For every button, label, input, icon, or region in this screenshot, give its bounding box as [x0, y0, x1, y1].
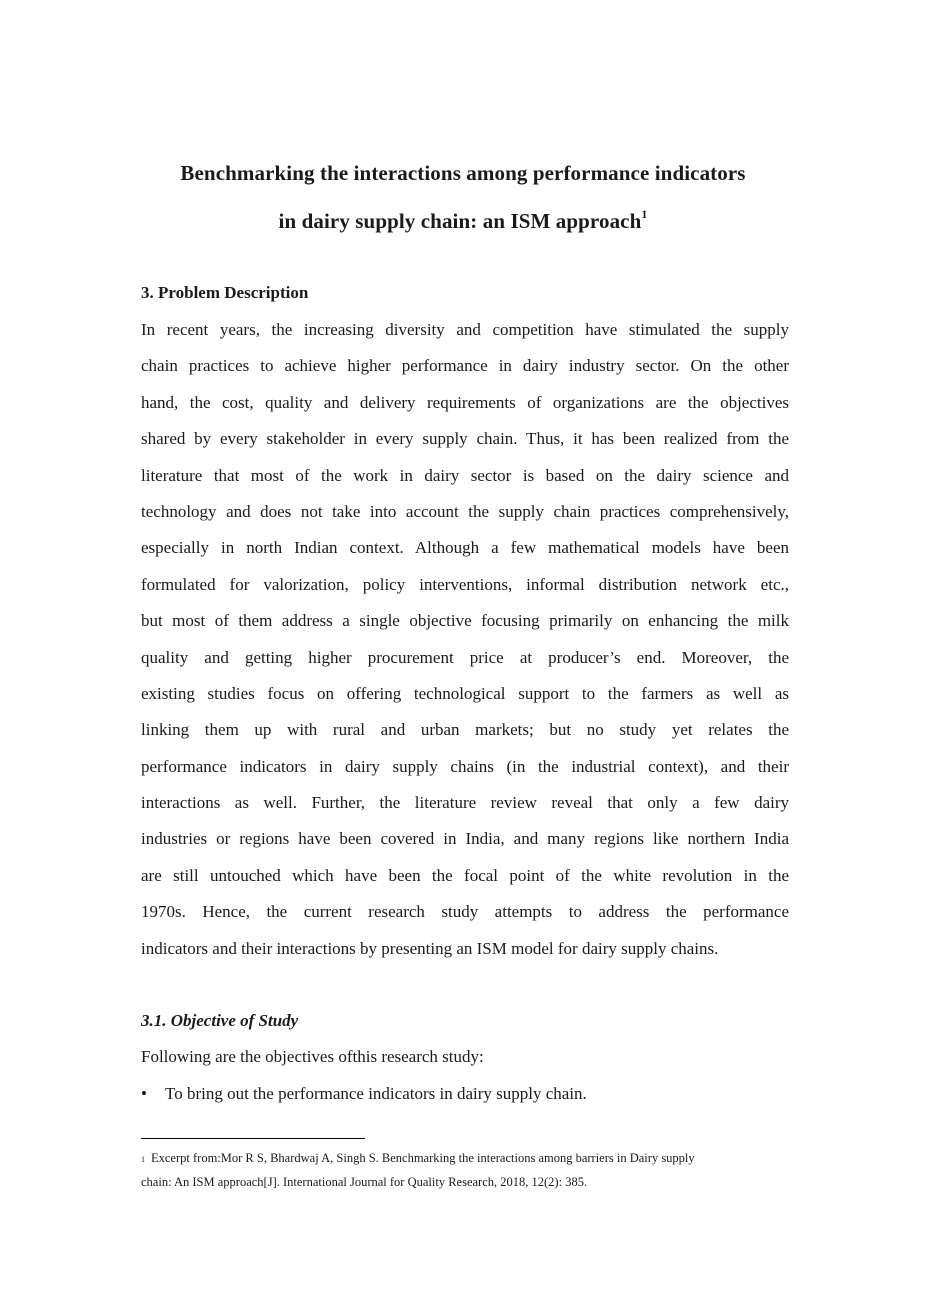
- footnote-line-2: chain: An ISM approach[J]. International Journal for Quality Research, 2018, 12(2): 385.: [141, 1175, 588, 1189]
- objectives-intro: Following are the objectives ofthis research study:: [141, 1047, 484, 1066]
- paragraph-line: linking them up with rural and urban markets; but no study yet relates the: [141, 720, 789, 740]
- objective-text: To bring out the performance indicators in dairy supply chain.: [165, 1084, 587, 1103]
- title-text-1: Benchmarking the interactions among performance indicators: [180, 161, 746, 185]
- paragraph-line: interactions as well. Further, the literature review reveal that only a few dairy: [141, 793, 789, 813]
- subsection-heading: 3.1. Objective of Study: [141, 1011, 299, 1030]
- footnote-separator: [141, 1138, 365, 1139]
- paragraph-line: industries or regions have been covered in India, and many regions like northern India: [141, 829, 789, 849]
- paragraph-line: chain practices to achieve higher performance in dairy industry sector. On the other: [141, 356, 789, 376]
- paragraph-line: existing studies focus on offering technological support to the farmers as well as: [141, 683, 789, 703]
- paragraph-line: indicators and their interactions by presenting an ISM model for dairy supply chains.: [141, 938, 719, 958]
- title-line-1: [0, 161, 926, 186]
- footnote-mark: 1: [141, 1155, 145, 1164]
- title-line-2: [0, 209, 926, 234]
- paragraph-line: are still untouched which have been the focal point of the white revolution in the: [141, 865, 789, 885]
- footnote: [141, 1146, 801, 1194]
- paragraph-line: hand, the cost, quality and delivery requirements of organizations are the objectives: [141, 392, 789, 412]
- section-heading: 3. Problem Description: [141, 283, 309, 302]
- paragraph-line: literature that most of the work in dairy sector is based on the dairy science and: [141, 465, 789, 485]
- problem-description-paragraph: [141, 312, 789, 967]
- paragraph-line: 1970s. Hence, the current research study attempts to address the performance: [141, 902, 789, 922]
- title-footnote-mark[interactable]: 1: [641, 207, 648, 221]
- paragraph-line: but most of them address a single objective focusing primarily on enhancing the milk: [141, 611, 789, 631]
- paragraph-line: shared by every stakeholder in every supply chain. Thus, it has been realized from the: [141, 429, 789, 449]
- paragraph-line: In recent years, the increasing diversity and competition have stimulated the supply: [141, 320, 789, 339]
- paragraph-line: formulated for valorization, policy interventions, informal distribution network etc.,: [141, 574, 789, 594]
- bullet-icon: •: [141, 1084, 147, 1103]
- paragraph-line: especially in north Indian context. Although a few mathematical models have been: [141, 538, 789, 558]
- paragraph-line: performance indicators in dairy supply chains (in the industrial context), and their: [141, 756, 789, 776]
- footnote-line-1: [141, 1146, 801, 1170]
- paragraph-line: quality and getting higher procurement price at producer’s end. Moreover, the: [141, 647, 789, 667]
- footnote-text-1: Excerpt from:Mor R S, Bhardwaj A, Singh S. Benchmarking the interactions among barriers in Dairy supply: [151, 1151, 695, 1165]
- objective-list-item: [141, 1084, 587, 1104]
- paragraph-line: technology and does not take into account the supply chain practices comprehensively,: [141, 501, 789, 521]
- title-text-2: in dairy supply chain: an ISM approach: [278, 209, 642, 233]
